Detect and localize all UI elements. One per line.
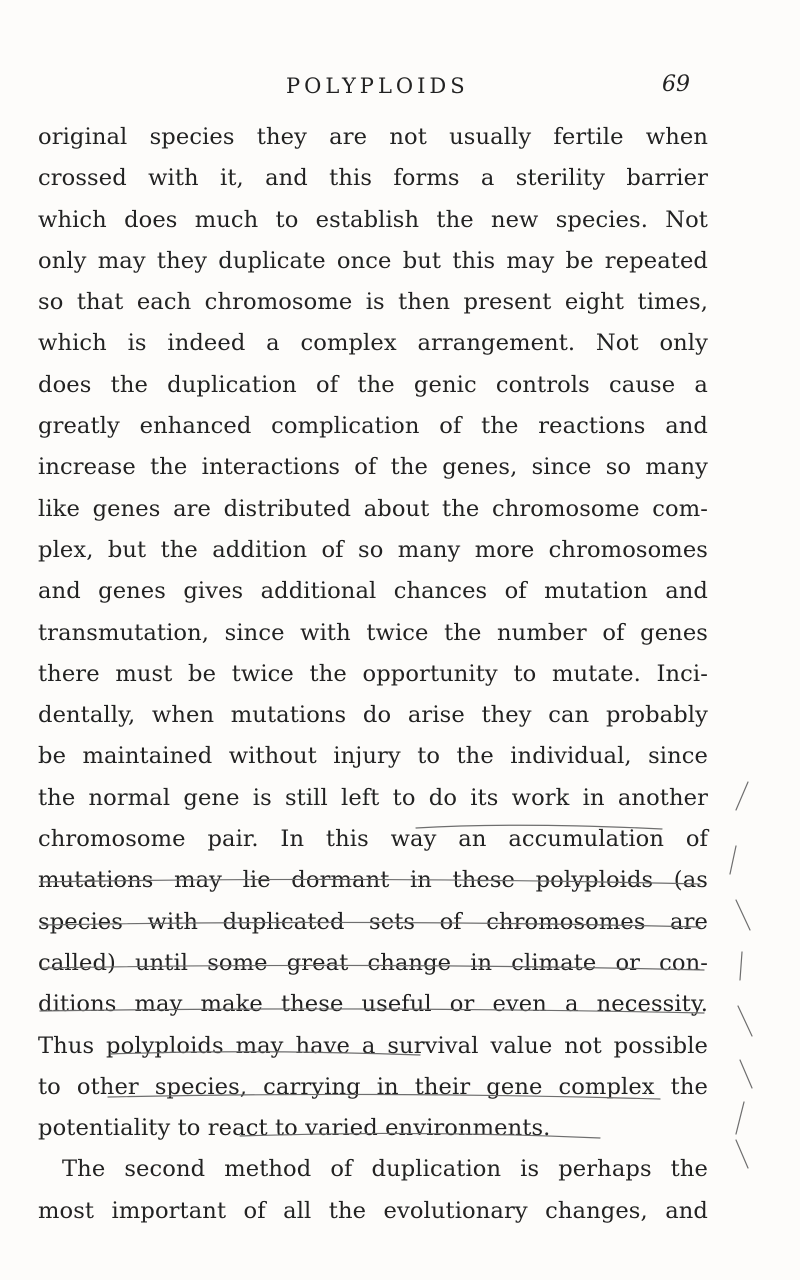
text-line: Thus polyploids may have a survival value not possible bbox=[38, 1032, 708, 1059]
pencil-margin-mark bbox=[736, 1140, 748, 1168]
text-line: called) until some great change in climate or con- bbox=[38, 949, 708, 976]
text-line: which does much to establish the new species. Not bbox=[38, 206, 708, 233]
text-line: which is indeed a complex arrangement. Not only bbox=[38, 330, 708, 357]
text-line: there must be twice the opportunity to mutate. Inci- bbox=[38, 660, 708, 687]
text-line: chromosome pair. In this way an accumulation of bbox=[38, 826, 708, 853]
pencil-margin-mark bbox=[736, 782, 748, 810]
text-line: original species they are not usually fertile when bbox=[38, 124, 708, 150]
pencil-margin-mark bbox=[738, 1006, 752, 1036]
text-line: the normal gene is still left to do its work in another bbox=[38, 784, 708, 811]
text-line: like genes are distributed about the chromosome com- bbox=[38, 495, 708, 522]
text-line: greatly enhanced complication of the reactions and bbox=[38, 413, 708, 440]
text-line: dentally, when mutations do arise they can probably bbox=[38, 702, 708, 729]
text-line: increase the interactions of the genes, since so many bbox=[38, 454, 708, 481]
text-line: only may they duplicate once but this may be repeated bbox=[38, 247, 708, 274]
page-number: 69 bbox=[662, 72, 690, 97]
body-text bbox=[38, 117, 708, 1232]
pencil-margin-mark bbox=[740, 1060, 752, 1088]
text-line: and genes gives additional chances of mutation and bbox=[38, 578, 708, 605]
text-line: crossed with it, and this forms a sterility barrier bbox=[38, 165, 708, 192]
text-line: mutations may lie dormant in these polyploids (as bbox=[38, 867, 708, 894]
text-line: ditions may make these useful or even a necessity. bbox=[38, 991, 708, 1018]
text-line: most important of all the evolutionary changes, and bbox=[38, 1197, 708, 1224]
pencil-margin-mark bbox=[730, 846, 736, 874]
pencil-margin-mark bbox=[740, 952, 742, 980]
text-line: potentiality to react to varied environments. bbox=[38, 1115, 551, 1142]
text-line: so that each chromosome is then present eight times, bbox=[38, 289, 708, 316]
pencil-margin-mark bbox=[736, 1102, 744, 1134]
text-line: transmutation, since with twice the number of genes bbox=[38, 619, 708, 646]
running-head: POLYPLOIDS bbox=[286, 74, 469, 98]
text-line: be maintained without injury to the individual, since bbox=[38, 743, 708, 770]
pencil-margin-mark bbox=[736, 900, 750, 930]
text-line: species with duplicated sets of chromosomes are bbox=[38, 908, 708, 935]
text-line: to other species, carrying in their gene complex the bbox=[38, 1073, 708, 1100]
text-line: does the duplication of the genic controls cause a bbox=[38, 371, 708, 398]
text-line: The second method of duplication is perhaps the bbox=[62, 1156, 708, 1183]
text-line: plex, but the addition of so many more chromosomes bbox=[38, 536, 708, 563]
